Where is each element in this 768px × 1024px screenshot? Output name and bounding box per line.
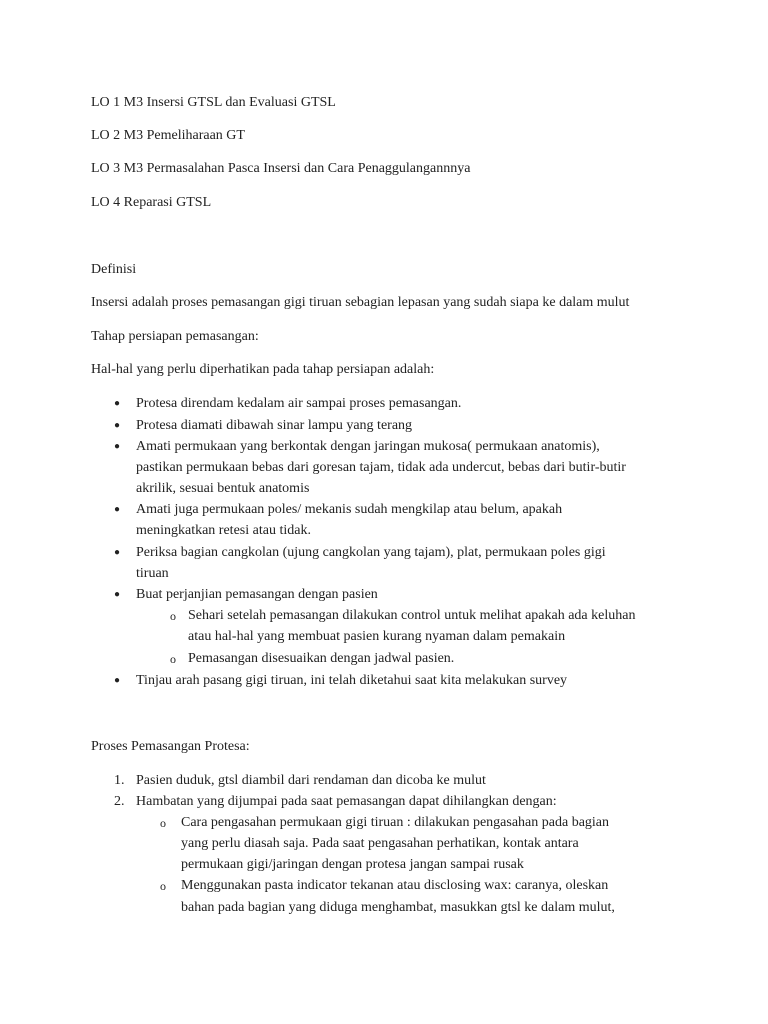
proses-item-2: Hambatan yang dijumpai pada saat pemasangan dapat dihilangkan dengan: xyxy=(136,794,557,809)
proses-sub-2-line-1: Menggunakan pasta indicator tekanan atau disclosing wax: caranya, oleskan xyxy=(181,878,609,893)
bullet-glyph: ● xyxy=(114,504,121,515)
sub-bullet-glyph: o xyxy=(170,609,176,623)
bullet-glyph: ● xyxy=(114,441,121,452)
bullet-4-line-2: meningkatkan retesi atau tidak. xyxy=(136,523,311,538)
hal-text: Hal-hal yang perlu diperhatikan pada tahap persiapan adalah: xyxy=(91,362,435,377)
bullet-3-line-3: akrilik, sesuai bentuk anatomis xyxy=(136,481,310,496)
list-number: 1. xyxy=(114,773,125,788)
sub-bullet-glyph: o xyxy=(160,879,166,893)
bullet-7-line-1: Tinjau arah pasang gigi tiruan, ini telah diketahui saat kita melakukan survey xyxy=(136,673,568,688)
sub-bullet-2-line-1: Pemasangan disesuaikan dengan jadwal pasien. xyxy=(188,651,455,666)
proses-sub-1-line-1: Cara pengasahan permukaan gigi tiruan : dilakukan pengasahan pada bagian xyxy=(181,815,610,830)
definisi-heading: Definisi xyxy=(91,262,137,277)
proses-sub-1-line-2: yang perlu diasah saja. Pada saat pengasahan perhatikan, kontak antara xyxy=(181,836,579,851)
list-number: 2. xyxy=(114,794,125,809)
tahap-text: Tahap persiapan pemasangan: xyxy=(91,329,259,344)
lo-2: LO 2 M3 Pemeliharaan GT xyxy=(91,128,245,143)
lo-4: LO 4 Reparasi GTSL xyxy=(91,195,212,210)
sub-bullet-1-line-1: Sehari setelah pemasangan dilakukan control untuk melihat apakah ada keluhan xyxy=(188,608,636,623)
bullet-3-line-2: pastikan permukaan bebas dari goresan tajam, tidak ada undercut, bebas dari butir-butir xyxy=(136,460,626,475)
proses-sub-2-line-2: bahan pada bagian yang diduga menghambat, masukkan gtsl ke dalam mulut, xyxy=(181,900,615,915)
proses-item-1: Pasien duduk, gtsl diambil dari rendaman dan dicoba ke mulut xyxy=(136,773,486,788)
bullet-5-line-1: Periksa bagian cangkolan (ujung cangkolan yang tajam), plat, permukaan poles gigi xyxy=(136,545,606,560)
sub-bullet-glyph: o xyxy=(160,816,166,830)
proses-sub-1-line-3: permukaan gigi/jaringan dengan protesa jangan sampai rusak xyxy=(181,857,524,872)
lo-3: LO 3 M3 Permasalahan Pasca Insersi dan Cara Penaggulangannnya xyxy=(91,161,471,176)
sub-bullet-1-line-2: atau hal-hal yang membuat pasien kurang nyaman dalam pemakain xyxy=(188,629,566,644)
bullet-2-line-1: Protesa diamati dibawah sinar lampu yang terang xyxy=(136,418,413,433)
bullet-glyph: ● xyxy=(114,420,121,431)
bullet-3-line-1: Amati permukaan yang berkontak dengan jaringan mukosa( permukaan anatomis), xyxy=(136,439,600,454)
bullet-glyph: ● xyxy=(114,675,121,686)
sub-bullet-glyph: o xyxy=(170,652,176,666)
bullet-glyph: ● xyxy=(114,398,121,409)
bullet-1-line-1: Protesa direndam kedalam air sampai proses pemasangan. xyxy=(136,396,462,411)
bullet-6-line-1: Buat perjanjian pemasangan dengan pasien xyxy=(136,587,378,602)
bullet-glyph: ● xyxy=(114,589,121,600)
bullet-5-line-2: tiruan xyxy=(136,566,169,581)
bullet-glyph: ● xyxy=(114,547,121,558)
lo-1: LO 1 M3 Insersi GTSL dan Evaluasi GTSL xyxy=(91,95,336,110)
proses-heading: Proses Pemasangan Protesa: xyxy=(91,739,250,754)
bullet-4-line-1: Amati juga permukaan poles/ mekanis sudah mengkilap atau belum, apakah xyxy=(136,502,563,517)
definisi-text: Insersi adalah proses pemasangan gigi tiruan sebagian lepasan yang sudah siapa ke dalam mulut xyxy=(91,295,630,310)
